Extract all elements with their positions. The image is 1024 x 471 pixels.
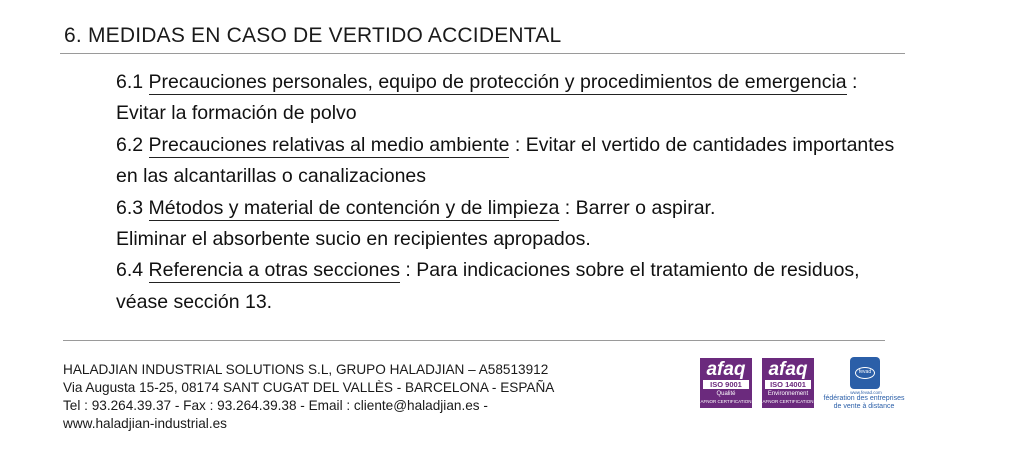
item-separator: : xyxy=(509,133,521,156)
item-number: 6.4 xyxy=(116,259,144,282)
fevad-logo xyxy=(850,357,880,389)
afaq-cert: AFNOR CERTIFICATION xyxy=(700,399,752,404)
item-heading-line xyxy=(116,255,976,286)
section-title: 6. MEDIDAS EN CASO DE VERTIDO ACCIDENTAL xyxy=(64,24,562,47)
item-text-inline: Barrer o aspirar. xyxy=(570,196,716,219)
section-body xyxy=(116,67,976,318)
footer-contact: Tel : 93.264.39.37 - Fax : 93.264.39.38 - Email : cliente@haladjian.es - xyxy=(63,398,488,413)
fevad-mark: fevad xyxy=(855,367,875,379)
item-number: 6.2 xyxy=(116,133,144,156)
item-6-3 xyxy=(116,193,976,256)
footer-address: Via Augusta 15-25, 08174 SANT CUGAT DEL VALLÈS - BARCELONA - ESPAÑA xyxy=(63,380,555,395)
afaq-cert: AFNOR CERTIFICATION xyxy=(762,399,814,404)
item-heading-line xyxy=(116,193,976,224)
item-text-inline: Para indicaciones sobre el tratamiento de residuos, xyxy=(410,259,860,282)
afaq-brand: afaq xyxy=(706,359,746,380)
item-number: 6.3 xyxy=(116,196,144,219)
title-divider xyxy=(60,53,905,54)
item-heading-line xyxy=(116,67,976,98)
footer-company: HALADJIAN INDUSTRIAL SOLUTIONS S.L, GRUPO HALADJIAN – A58513912 xyxy=(63,362,549,377)
item-6-2 xyxy=(116,130,976,193)
item-text-inline: Evitar el vertido de cantidades importantes xyxy=(520,133,895,156)
fevad-caption: fédération des entreprises de vente à distance xyxy=(823,395,905,410)
item-separator: : xyxy=(400,259,411,282)
item-heading-line xyxy=(116,130,976,161)
item-separator: : xyxy=(846,71,858,93)
item-heading: Referencia a otras secciones xyxy=(148,259,400,282)
item-number: 6.1 xyxy=(116,71,144,93)
footer xyxy=(63,361,683,433)
item-text-line: Eliminar el absorbente sucio en recipientes apropados. xyxy=(116,228,591,251)
item-text-line: véase sección 13. xyxy=(116,290,273,313)
afaq-iso-14001-logo xyxy=(762,358,814,408)
item-heading: Precauciones personales, equipo de protección y procedimientos de emergencia xyxy=(148,71,847,93)
item-text-line: en las alcantarillas o canalizaciones xyxy=(116,165,427,188)
item-separator: : xyxy=(559,196,571,219)
item-text-line: Evitar la formación de polvo xyxy=(116,102,357,125)
afaq-iso: ISO 9001 xyxy=(703,380,749,389)
afaq-iso: ISO 14001 xyxy=(765,380,811,389)
item-6-4 xyxy=(116,255,976,318)
fevad-url: www.fevad.com xyxy=(850,390,882,395)
afaq-sub: Qualité xyxy=(716,391,736,397)
item-heading: Métodos y material de contención y de limpieza xyxy=(148,196,560,219)
item-6-1 xyxy=(116,67,976,130)
footer-website: www.haladjian-industrial.es xyxy=(63,416,227,431)
item-heading: Precauciones relativas al medio ambiente xyxy=(148,133,510,156)
footer-divider xyxy=(63,340,885,341)
afaq-sub: Environnement xyxy=(767,391,809,397)
afaq-brand: afaq xyxy=(768,359,808,380)
afaq-iso-9001-logo xyxy=(700,358,752,408)
